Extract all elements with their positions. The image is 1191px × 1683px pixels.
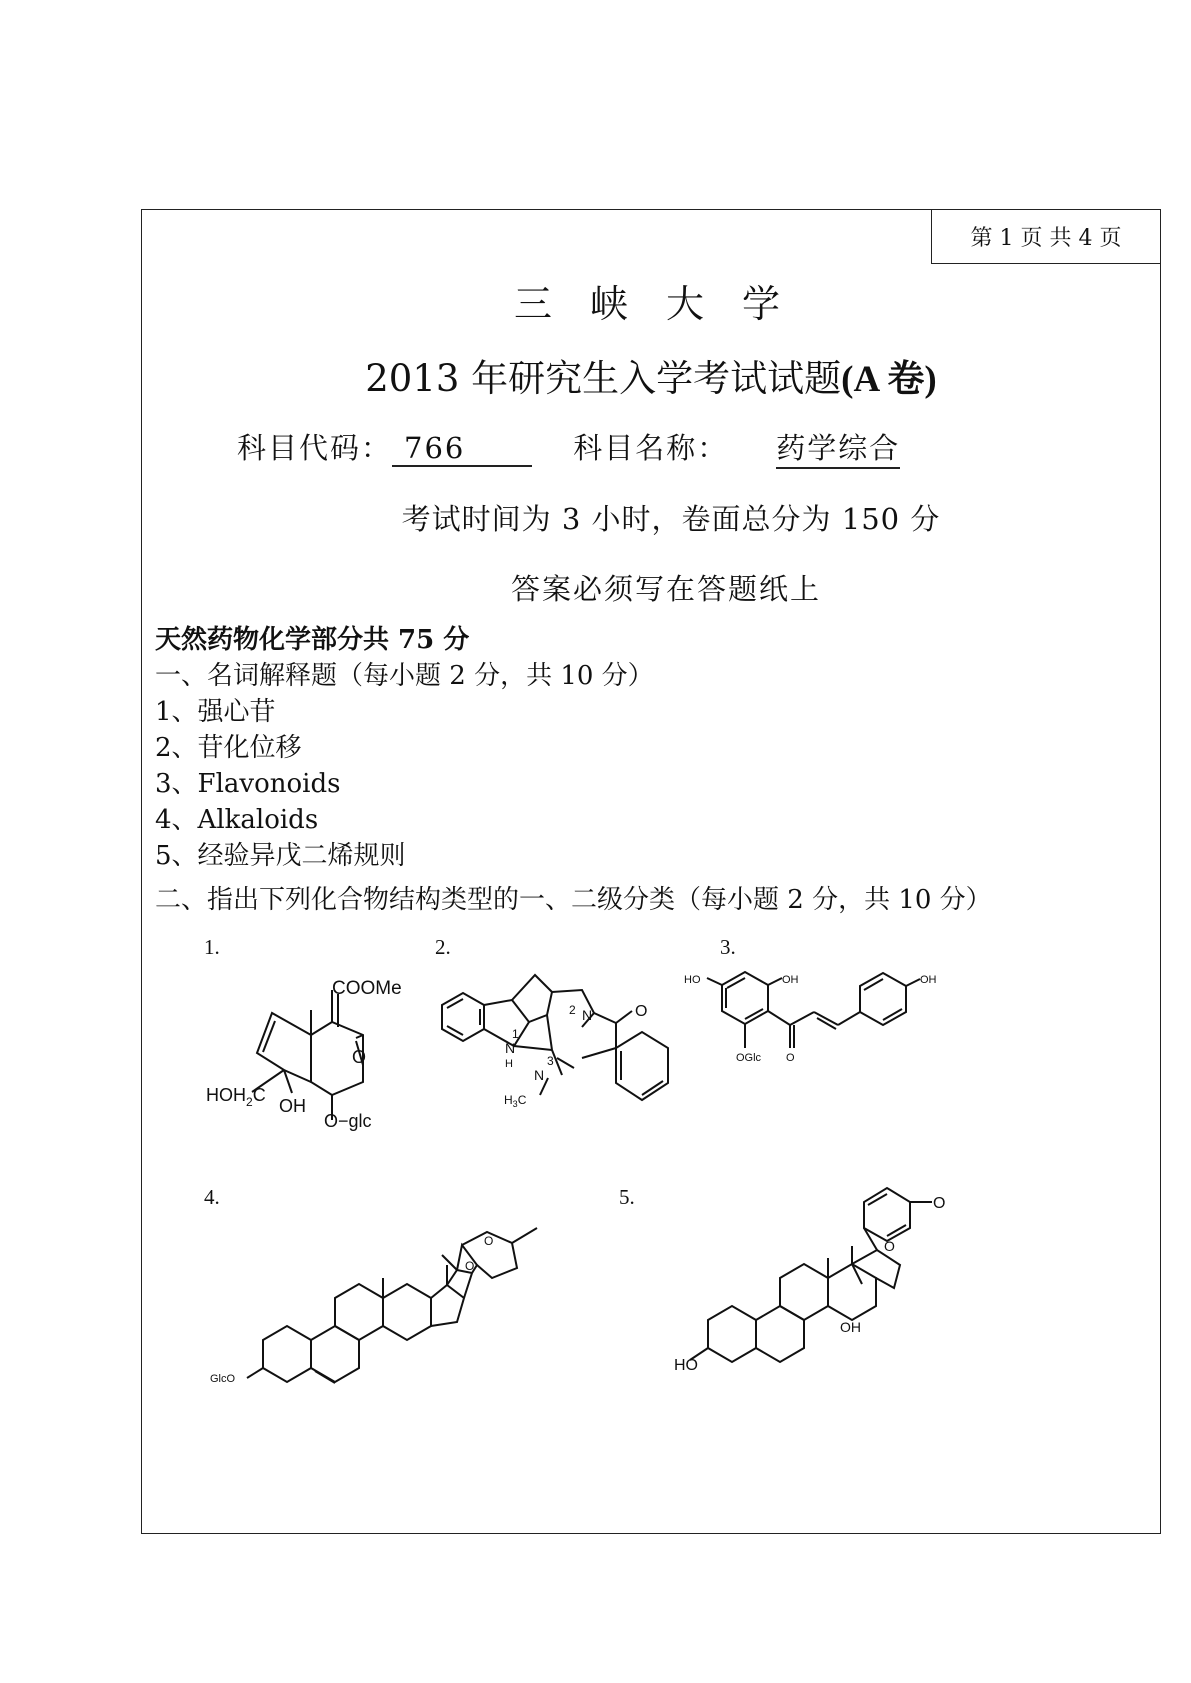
question-1-item: 1、强心苷 (155, 697, 276, 727)
exam-title-suffix: (A 卷) (841, 359, 937, 400)
label-n3: 3 (547, 1054, 554, 1068)
label-n1: 1 (512, 1027, 519, 1041)
label-hoh2c: $HOH_2C$ (206, 1085, 266, 1109)
exam-title-main: 2013 年研究生入学考试试题 (365, 357, 842, 400)
question-2-title: 二、指出下列化合物结构类型的一、二级分类（每小题 2 分，共 10 分） (155, 885, 992, 915)
structure-2-number: 2. (435, 935, 451, 959)
structure-5-number: 5. (619, 1185, 635, 1209)
question-1-item: 4、Alkaloids (155, 805, 319, 835)
label-o-1: O (884, 1238, 895, 1254)
exam-page-frame (141, 209, 1161, 1534)
label-o-2: O (484, 1234, 494, 1248)
label-n2-n: N (582, 1007, 593, 1023)
label-oglc: O−glc (324, 1111, 372, 1131)
label-oh-1: OH (782, 974, 799, 986)
subject-name-label: 科目名称： (573, 431, 729, 465)
subject-code-label: 科目代码： (237, 431, 393, 465)
structure-4-number: 4. (204, 1185, 220, 1209)
question-1-title: 一、名词解释题（每小题 2 分，共 10 分） (155, 661, 654, 691)
question-1-item: 3、Flavonoids (155, 769, 341, 799)
label-o: O (786, 1052, 795, 1064)
question-1-item: 5、经验异戊二烯规则 (155, 841, 406, 871)
label-n3-n: N (534, 1067, 545, 1083)
label-h3c: $H_3C$ (504, 1093, 527, 1109)
label-coome: COOMe (332, 978, 402, 999)
time-note: 考试时间为 3 小时，卷面总分为 150 分 (401, 502, 941, 536)
structure-3-number: 3. (720, 935, 736, 959)
question-1-item: 2、苷化位移 (155, 733, 302, 763)
label-n2: 2 (569, 1003, 576, 1017)
section-title: 天然药物化学部分共 75 分 (155, 625, 470, 655)
label-oh-2: OH (920, 974, 937, 986)
label-o: O (352, 1047, 367, 1067)
subject-name: 药学综合 (776, 426, 900, 469)
label-oh: OH (279, 1096, 306, 1116)
label-oh: OH (840, 1319, 861, 1335)
label-ho: HO (684, 974, 701, 986)
page-indicator: 第 1 页 共 4 页 (931, 209, 1161, 264)
label-glco: GlcO (210, 1373, 236, 1385)
label-o-2: O (933, 1195, 946, 1212)
label-o-1: O (465, 1259, 475, 1273)
structure-1-number: 1. (204, 935, 220, 959)
university-name: 三峡大学 (513, 282, 818, 326)
subject-code: 766 (392, 431, 532, 467)
label-o: O (635, 1003, 648, 1020)
label-oglc: OGlc (736, 1052, 762, 1064)
structure-5-bufadienolide (142, 210, 1162, 1535)
label-nh: N (505, 1040, 516, 1056)
answer-note: 答案必须写在答题纸上 (510, 572, 821, 606)
label-ho: HO (674, 1357, 698, 1374)
label-nh-h: H (505, 1058, 513, 1070)
